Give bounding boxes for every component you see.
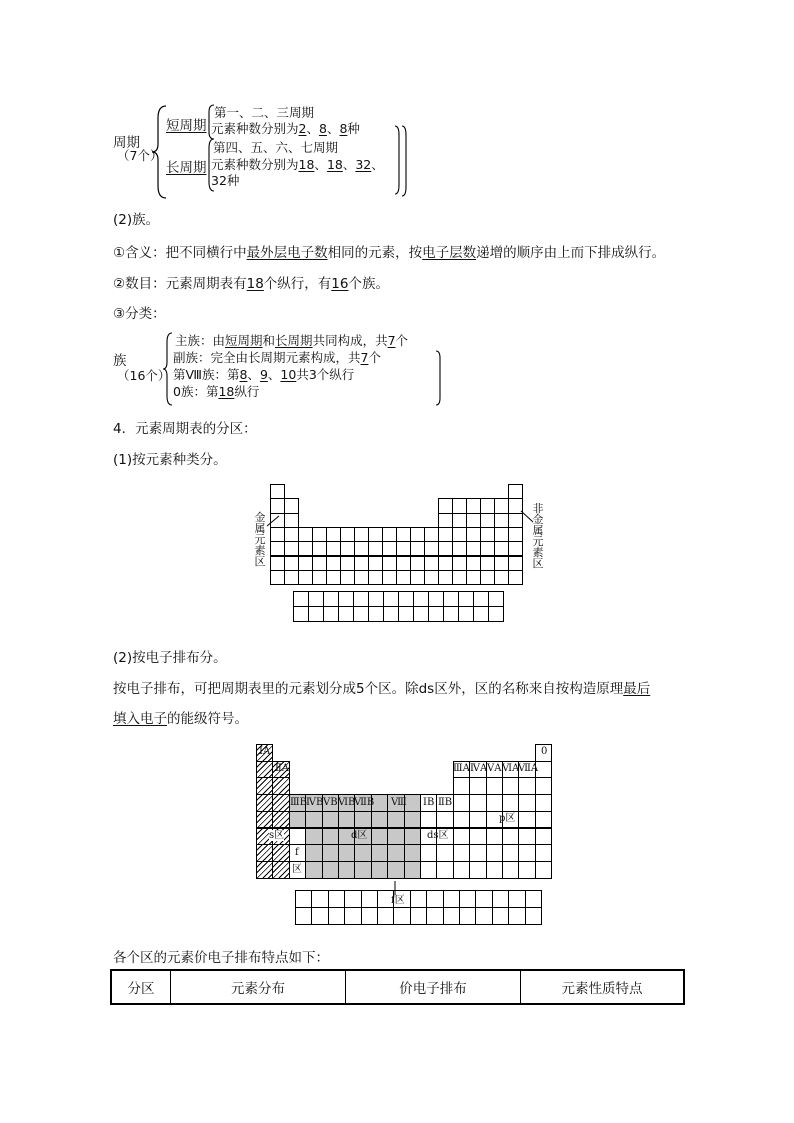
header-properties: 元素性质特点 [521, 970, 685, 1004]
label-VIII: Ⅷ [391, 797, 407, 808]
element-cell [494, 556, 509, 571]
f-element-cell [459, 890, 476, 908]
f-element-cell [344, 907, 361, 925]
element-cell [480, 570, 495, 585]
element-cell [420, 811, 437, 829]
f-element-cell [368, 606, 384, 622]
element-cell [469, 777, 486, 795]
element-cell [305, 844, 322, 862]
element-cell [312, 556, 327, 571]
element-cell [469, 844, 486, 862]
element-cell [535, 777, 552, 795]
element-cell [410, 541, 425, 556]
element-cell [502, 794, 519, 812]
element-cell [486, 794, 503, 812]
element-cell [312, 527, 327, 542]
element-cell [502, 861, 519, 879]
element-cell [272, 777, 289, 795]
element-cell [322, 828, 339, 846]
label-VB: ⅤB [323, 797, 338, 808]
f-element-cell [428, 606, 444, 622]
label-VIIA: ⅦA [518, 763, 539, 774]
element-cell [452, 570, 467, 585]
f-element-cell [344, 890, 361, 908]
element-cell [453, 844, 470, 862]
element-cell [480, 498, 495, 513]
element-cell [466, 570, 481, 585]
f-element-cell [311, 890, 328, 908]
element-cell [396, 527, 411, 542]
header-valence: 价电子排布 [346, 970, 521, 1004]
element-cell [371, 861, 388, 879]
element-cell [326, 556, 341, 571]
f-element-cell [488, 606, 504, 622]
element-cell [338, 861, 355, 879]
element-cell [420, 861, 437, 879]
groups-count: （16个） [117, 368, 171, 383]
element-cell [305, 861, 322, 879]
f-element-cell [295, 890, 312, 908]
element-cell [453, 794, 470, 812]
by-electron-heading: (2)按电子排布分。 [113, 650, 227, 666]
element-cell [518, 794, 535, 812]
element-cell [480, 513, 495, 528]
element-cell [382, 541, 397, 556]
table-header-row [111, 970, 684, 1004]
f-element-cell [428, 591, 444, 607]
element-cell [438, 527, 453, 542]
short-period-line2: 元素种数分别为2、8、8种 [211, 121, 360, 136]
element-cell [284, 513, 299, 528]
electron-paragraph-line1: 按电子排布，可把周期表里的元素划分成5个区。除ds区外，区的名称来自按构造原理最后 [113, 681, 651, 697]
label-IVB: ⅣB [306, 797, 324, 808]
classify-heading: ③分类： [113, 306, 166, 322]
element-cell [284, 570, 299, 585]
f-element-cell [368, 591, 384, 607]
element-cell [326, 541, 341, 556]
f-element-cell [311, 907, 328, 925]
f-element-cell [398, 606, 414, 622]
groups-label: 族 [113, 353, 127, 369]
element-cell [508, 570, 523, 585]
element-cell [469, 794, 486, 812]
label-VIIB: ⅦB [354, 797, 375, 808]
f-element-cell [410, 907, 427, 925]
element-cell [466, 556, 481, 571]
f-element-cell [293, 591, 309, 607]
element-cell [452, 556, 467, 571]
element-cell [382, 527, 397, 542]
element-cell [256, 811, 273, 829]
element-cell [387, 844, 404, 862]
f-element-cell [458, 606, 474, 622]
element-cell [535, 811, 552, 829]
f-element-cell [473, 591, 489, 607]
f-element-cell [443, 591, 459, 607]
label-zero: 0 [541, 746, 548, 757]
element-cell [486, 777, 503, 795]
f-element-cell [475, 890, 492, 908]
element-cell [494, 513, 509, 528]
element-cell [256, 794, 273, 812]
element-cell [326, 570, 341, 585]
element-cell [480, 541, 495, 556]
element-cell [396, 570, 411, 585]
element-cell [508, 527, 523, 542]
f-element-cell [308, 606, 324, 622]
element-cell [368, 570, 383, 585]
f-element-cell [458, 591, 474, 607]
element-cell [340, 556, 355, 571]
element-cell [387, 861, 404, 879]
element-cell [272, 844, 289, 862]
count-line: ②数目：元素周期表有18个纵行，有16个族。 [113, 276, 389, 292]
sub-group-line: 副族：完全由长周期元素构成，共7个 [173, 350, 381, 365]
element-cell [284, 556, 299, 571]
element-cell [452, 513, 467, 528]
label-VA: ⅤA [487, 763, 502, 774]
element-cell [256, 777, 273, 795]
element-cell [298, 527, 313, 542]
label-IIIB: ⅢB [290, 797, 307, 808]
metal-pointer-line [266, 514, 280, 528]
element-cell [453, 777, 470, 795]
element-cell [438, 541, 453, 556]
element-cell [312, 570, 327, 585]
element-cell [284, 541, 299, 556]
element-cell [270, 498, 285, 513]
element-cell [382, 570, 397, 585]
element-cell [453, 861, 470, 879]
element-cell [494, 498, 509, 513]
element-cell [424, 556, 439, 571]
element-cell [387, 811, 404, 829]
element-cell [535, 861, 552, 879]
label-s-block: s区 [269, 830, 285, 841]
long-period-line1: 第四、五、六、七周期 [213, 140, 339, 155]
element-cell [256, 861, 273, 879]
element-cell [410, 556, 425, 571]
f-element-cell [361, 907, 378, 925]
element-cell [284, 498, 299, 513]
element-cell [298, 541, 313, 556]
element-cell [354, 570, 369, 585]
element-cell [270, 556, 285, 571]
element-cell [502, 777, 519, 795]
element-cell [466, 527, 481, 542]
element-cell [270, 570, 285, 585]
element-cell [371, 844, 388, 862]
element-cell [404, 844, 421, 862]
electron-paragraph-line2: 填入电子的能级符号。 [113, 711, 248, 727]
label-f-bottom: 区 [292, 864, 302, 875]
f-element-cell [293, 606, 309, 622]
element-cell [298, 570, 313, 585]
element-cell [480, 556, 495, 571]
element-cell [284, 527, 299, 542]
element-cell [494, 541, 509, 556]
element-cell [438, 498, 453, 513]
element-cell [256, 761, 273, 779]
period-label: 周期 [113, 135, 140, 151]
header-block: 分区 [111, 970, 171, 1004]
element-cell [518, 811, 535, 829]
element-cell [469, 828, 486, 846]
element-cell [340, 541, 355, 556]
element-cell [354, 861, 371, 879]
element-cell [535, 844, 552, 862]
f-element-cell [323, 591, 339, 607]
long-period-label: 长周期 [166, 160, 207, 176]
element-cell [466, 498, 481, 513]
element-cell [289, 811, 306, 829]
long-count-3: 32 [355, 157, 372, 172]
f-element-cell [413, 606, 429, 622]
f-element-cell [443, 907, 460, 925]
long-count-2: 18 [326, 157, 343, 172]
element-cell [508, 556, 523, 571]
label-IA: ⅠA [259, 746, 271, 757]
element-cell [469, 861, 486, 879]
header-distribution: 元素分布 [171, 970, 346, 1004]
f-element-cell [525, 907, 542, 925]
element-cell [452, 527, 467, 542]
nonmetal-region-label: 非 金 属 元 素 区 [532, 502, 544, 570]
meaning-line: ①含义：把不同横行中最外层电子数相同的元素，按电子层数递增的顺序由上而下排成纵行。 [113, 245, 666, 261]
element-cell [424, 541, 439, 556]
section4-heading: 4．元素周期表的分区： [113, 421, 257, 437]
f-element-cell [426, 907, 443, 925]
long-period-line3: 32种 [211, 173, 240, 188]
nonmetal-pointer-line [520, 510, 534, 524]
element-cell [436, 811, 453, 829]
f-element-cell [353, 606, 369, 622]
f-element-cell [328, 907, 345, 925]
element-cell [340, 570, 355, 585]
label-IIIA: ⅢA [453, 763, 470, 774]
element-cell [354, 811, 371, 829]
element-cell [436, 861, 453, 879]
element-cell [452, 541, 467, 556]
f-element-cell [338, 606, 354, 622]
element-cell [518, 777, 535, 795]
element-cell [382, 556, 397, 571]
element-cell [322, 844, 339, 862]
metal-region-label: 金 属 元 素 区 [254, 511, 266, 568]
label-f-top: f [295, 847, 299, 858]
element-cell [535, 828, 552, 846]
f-element-cell [410, 890, 427, 908]
short-count-1: 2 [298, 121, 307, 136]
f-element-cell [443, 890, 460, 908]
element-cell [404, 828, 421, 846]
element-cell [410, 527, 425, 542]
f-element-cell [508, 890, 525, 908]
table-intro: 各个区的元素价电子排布特点如下： [113, 950, 329, 966]
label-ds-block: ds区 [427, 830, 449, 841]
label-f-block: f区 [391, 895, 405, 906]
element-cell [368, 556, 383, 571]
f-element-cell [426, 890, 443, 908]
f-element-cell [475, 907, 492, 925]
groups-close [434, 350, 442, 406]
f-element-cell [443, 606, 459, 622]
label-VIB: ⅥB [338, 797, 356, 808]
label-IIB: ⅡB [438, 797, 453, 808]
element-cell [480, 527, 495, 542]
element-cell [453, 811, 470, 829]
zero-group-line: 0族：第18纵行 [173, 384, 260, 399]
f-element-cell [383, 606, 399, 622]
f-element-cell [488, 591, 504, 607]
element-cell [494, 570, 509, 585]
element-cell [354, 556, 369, 571]
element-cell [502, 828, 519, 846]
element-cell [289, 828, 306, 846]
element-cell [438, 556, 453, 571]
element-cell [322, 861, 339, 879]
element-cell [340, 527, 355, 542]
element-cell [272, 861, 289, 879]
f-element-cell [338, 591, 354, 607]
element-cell [272, 794, 289, 812]
f-element-cell [508, 907, 525, 925]
element-cell [371, 828, 388, 846]
period-count: （7个） [117, 148, 163, 163]
element-cell [305, 828, 322, 846]
element-cell [424, 527, 439, 542]
f-element-cell [492, 890, 509, 908]
element-cell [368, 541, 383, 556]
f-pointer-line [393, 881, 397, 895]
element-cell [486, 844, 503, 862]
short-period-line1: 第一、二、三周期 [214, 105, 315, 120]
main-group-line: 主族：由短周期和长周期共同构成，共7个 [175, 333, 409, 348]
element-cell [535, 794, 552, 812]
element-cell [486, 861, 503, 879]
element-cell [518, 844, 535, 862]
element-cell [438, 513, 453, 528]
label-p-block: p区 [499, 813, 516, 824]
element-cell [368, 527, 383, 542]
label-IIA: ⅡA [275, 763, 290, 774]
element-cell [404, 811, 421, 829]
f-element-cell [473, 606, 489, 622]
element-cell [305, 811, 322, 829]
element-cell [486, 828, 503, 846]
element-cell [371, 811, 388, 829]
element-cell [420, 844, 437, 862]
element-cell [404, 861, 421, 879]
f-element-cell [492, 907, 509, 925]
long-period-line2: 元素种数分别为18、18、32、 [211, 157, 384, 172]
element-cell [270, 541, 285, 556]
label-VIA: ⅥA [502, 763, 520, 774]
element-cell [256, 844, 273, 862]
f-element-cell [353, 591, 369, 607]
f-element-cell [308, 591, 324, 607]
f-element-cell [295, 907, 312, 925]
element-cell [410, 570, 425, 585]
label-d-block: d区 [351, 830, 368, 841]
element-cell [518, 828, 535, 846]
element-cell [354, 541, 369, 556]
element-cell [322, 811, 339, 829]
group-heading: (2)族。 [113, 212, 160, 228]
short-period-label: 短周期 [166, 118, 207, 134]
element-cell [270, 527, 285, 542]
element-cell [396, 541, 411, 556]
short-count-3: 8 [339, 121, 348, 136]
by-type-heading: (1)按元素种类分。 [113, 452, 227, 468]
element-cell [438, 570, 453, 585]
element-cell [436, 844, 453, 862]
f-element-cell [361, 890, 378, 908]
f-element-cell [377, 907, 394, 925]
element-cell [326, 527, 341, 542]
element-cell [466, 513, 481, 528]
element-cell [396, 556, 411, 571]
element-cell [508, 484, 523, 499]
element-cell [469, 811, 486, 829]
element-cell [508, 541, 523, 556]
element-cell [312, 541, 327, 556]
block-features-table [110, 969, 685, 1005]
element-cell [354, 527, 369, 542]
f-element-cell [328, 890, 345, 908]
element-cell [298, 556, 313, 571]
element-cell [518, 861, 535, 879]
long-count-1: 18 [298, 157, 315, 172]
element-cell [502, 844, 519, 862]
f-element-cell [323, 606, 339, 622]
label-IVA: ⅣA [470, 763, 488, 774]
viii-group-line: 第Ⅷ族：第8、9、10共3个纵行 [173, 367, 355, 382]
element-cell [354, 844, 371, 862]
element-cell [338, 844, 355, 862]
element-cell [494, 527, 509, 542]
element-cell [466, 541, 481, 556]
f-element-cell [413, 591, 429, 607]
f-element-cell [459, 907, 476, 925]
f-element-cell [393, 907, 410, 925]
element-cell [272, 811, 289, 829]
element-cell [452, 498, 467, 513]
element-cell [453, 828, 470, 846]
element-cell [387, 828, 404, 846]
f-element-cell [398, 591, 414, 607]
element-cell [424, 570, 439, 585]
label-IB: ⅠB [423, 797, 435, 808]
period-outer-close [400, 125, 408, 197]
f-element-cell [383, 591, 399, 607]
f-element-cell [525, 890, 542, 908]
element-cell [270, 484, 285, 499]
element-cell [338, 811, 355, 829]
short-count-2: 8 [318, 121, 327, 136]
